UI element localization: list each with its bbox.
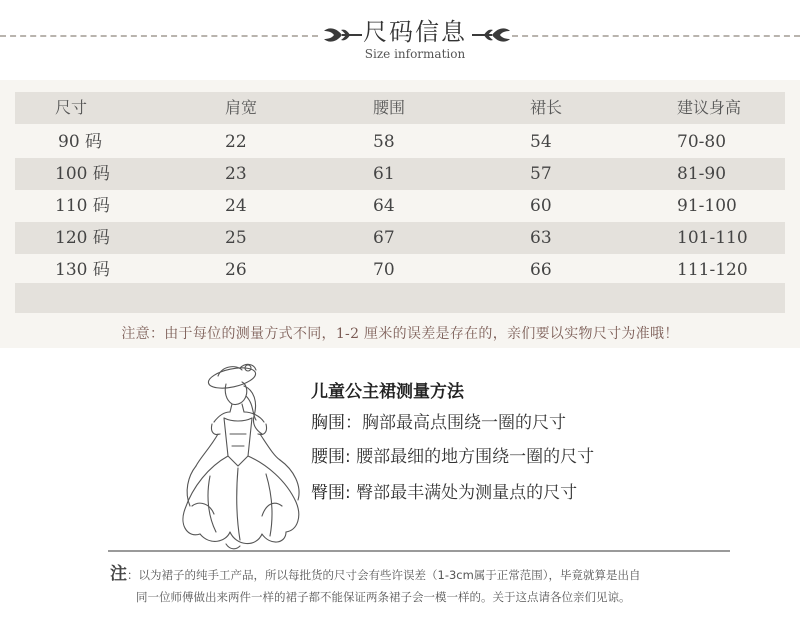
table-cell: 110 码 bbox=[55, 196, 110, 216]
table-row-empty bbox=[15, 283, 785, 313]
chest-text: ：胸部最高点围绕一圈的尺寸 bbox=[345, 413, 566, 433]
table-cell: 61 bbox=[373, 164, 395, 184]
chest-measurement bbox=[311, 408, 566, 433]
table-cell: 23 bbox=[225, 164, 247, 184]
table-cell: 67 bbox=[373, 228, 395, 248]
footnote-line-2: 同一位师傅做出来两件一样的裙子都不能保证两条裙子会一模一样的。关于这点请各位亲们见谅。 bbox=[136, 590, 631, 604]
table-row bbox=[15, 158, 785, 190]
measurement-title: 儿童公主裙测量方法 bbox=[311, 382, 464, 402]
table-cell: 111-120 bbox=[677, 260, 748, 280]
table-cell: 54 bbox=[530, 132, 552, 152]
chest-label: 胸围 bbox=[311, 413, 345, 433]
column-header: 尺寸 bbox=[55, 98, 88, 117]
header bbox=[0, 0, 800, 80]
table-cell: 25 bbox=[225, 228, 247, 248]
table-row bbox=[15, 254, 785, 286]
table-cell: 66 bbox=[530, 260, 552, 280]
left-flourish-icon bbox=[320, 22, 364, 48]
waist-label: 腰围 bbox=[311, 447, 345, 467]
column-header: 腰围 bbox=[373, 98, 406, 117]
column-header: 肩宽 bbox=[225, 98, 258, 117]
table-row bbox=[15, 126, 785, 158]
table-cell: 120 码 bbox=[55, 228, 110, 248]
table-cell: 70-80 bbox=[677, 132, 727, 152]
measurement-note: 注意：由于每位的测量方式不同，1-2 厘米的误差是存在的，亲们要以实物尺寸为准哦！ bbox=[121, 326, 679, 342]
page-title: 尺码信息 bbox=[363, 18, 467, 46]
table-cell: 101-110 bbox=[677, 228, 748, 248]
footnote-line-1: ：以为裙子的纯手工产品，所以每批货的尺寸会有些许误差（1-3cm属于正常范围），毕竟就算是出自 bbox=[127, 568, 641, 582]
table-cell: 24 bbox=[225, 196, 247, 216]
princess-illustration bbox=[170, 356, 320, 556]
footnote-mark: 注 bbox=[110, 564, 127, 584]
table-cell: 64 bbox=[373, 196, 395, 216]
table-cell: 60 bbox=[530, 196, 552, 216]
table-cell: 90 码 bbox=[58, 132, 103, 152]
hip-label: 臀围 bbox=[311, 483, 345, 503]
column-header: 裙长 bbox=[530, 98, 563, 117]
table-cell: 100 码 bbox=[55, 164, 110, 184]
waist-text: : 腰部最细的地方围绕一圈的尺寸 bbox=[345, 447, 595, 467]
table-row bbox=[15, 222, 785, 254]
footnote bbox=[110, 562, 750, 609]
hip-text: : 臀部最丰满处为测量点的尺寸 bbox=[345, 483, 578, 503]
table-cell: 130 码 bbox=[55, 260, 110, 280]
footnote-divider bbox=[108, 550, 730, 552]
table-cell: 22 bbox=[225, 132, 247, 152]
hip-measurement bbox=[311, 478, 577, 503]
table-cell: 91-100 bbox=[677, 196, 737, 216]
table-cell: 26 bbox=[225, 260, 247, 280]
table-cell: 57 bbox=[530, 164, 552, 184]
right-flourish-icon bbox=[470, 22, 514, 48]
dashed-divider-left bbox=[0, 35, 318, 37]
dashed-divider-right bbox=[512, 35, 800, 37]
table-cell: 70 bbox=[373, 260, 395, 280]
column-header: 建议身高 bbox=[677, 98, 742, 117]
table-row bbox=[15, 190, 785, 222]
waist-measurement bbox=[311, 442, 594, 467]
table-cell: 63 bbox=[530, 228, 552, 248]
table-cell: 58 bbox=[373, 132, 395, 152]
size-table-header bbox=[15, 92, 785, 124]
table-cell: 81-90 bbox=[677, 164, 727, 184]
page-subtitle: Size information bbox=[364, 47, 466, 61]
